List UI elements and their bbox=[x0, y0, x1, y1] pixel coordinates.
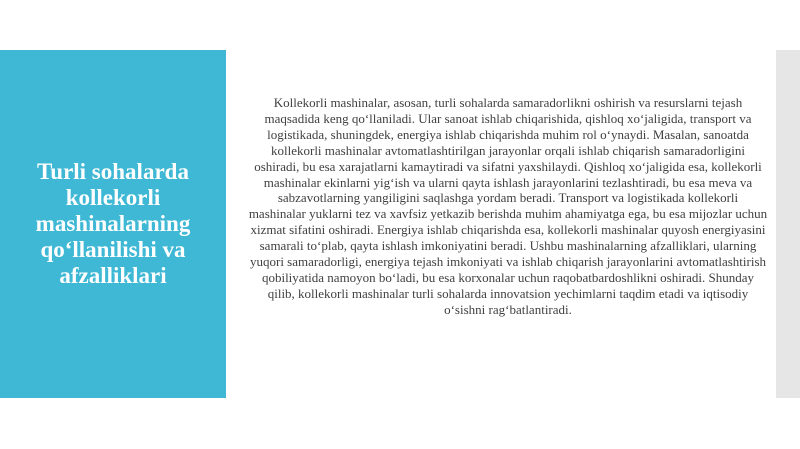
slide-title: Turli sohalarda kollekorli mashinalarning qo‘llanilishi va afzalliklari bbox=[35, 159, 191, 288]
body-text-area bbox=[248, 95, 768, 318]
body-paragraph: Kollekorli mashinalar, asosan, turli sohalarda samaradorlikni oshirish va resurslarni tejash maqsadida keng qo‘llaniladi. Ular sanoat ishlab chiqarishida, qishloq xo‘jaligida, transport va logistikada, shuningdek, energiya ishlab chiqarishda muhim rol o‘ynaydi. Masalan, sanoatda kollekorli mashinalar avtomatlashtirilgan jarayonlar orqali ishlab chiqarish samaradorligini oshiradi, bu esa xarajatlarni kamaytiradi va sifatni yaxshilaydi. Qishloq xo‘jaligida esa, kollekorli mashinalar ekinlarni yig‘ish va ularni qayta ishlash jarayonlarini tezlashtiradi, bu esa meva va sabzavotlarning yangiligini saqlashga yordam beradi. Transport va logistikada kollekorli mashinalar yuklarni tez va xavfsiz yetkazib berishda muhim ahamiyatga ega, bu esa mijozlar uchun xizmat sifatini oshiradi. Energiya ishlab chiqarishda esa, kollekorli mashinalar quyosh energiyasini samarali to‘plab, qayta ishlash imkoniyatini beradi. Ushbu mashinalarning afzalliklari, ularning yuqori samaradorligi, energiya tejash imkoniyati va ishlab chiqarish jarayonlarini avtomatlashtirish qobiliyatida namoyon bo‘ladi, bu esa korxonalar uchun raqobatbardoshlikni oshiradi. Shunday qilib, kollekorli mashinalar turli sohalarda innovatsion yechimlarni taqdim etadi va iqtisodiy o‘sishni rag‘batlantiradi. bbox=[248, 95, 768, 317]
title-panel bbox=[0, 50, 226, 398]
decorative-right-strip bbox=[776, 50, 800, 398]
